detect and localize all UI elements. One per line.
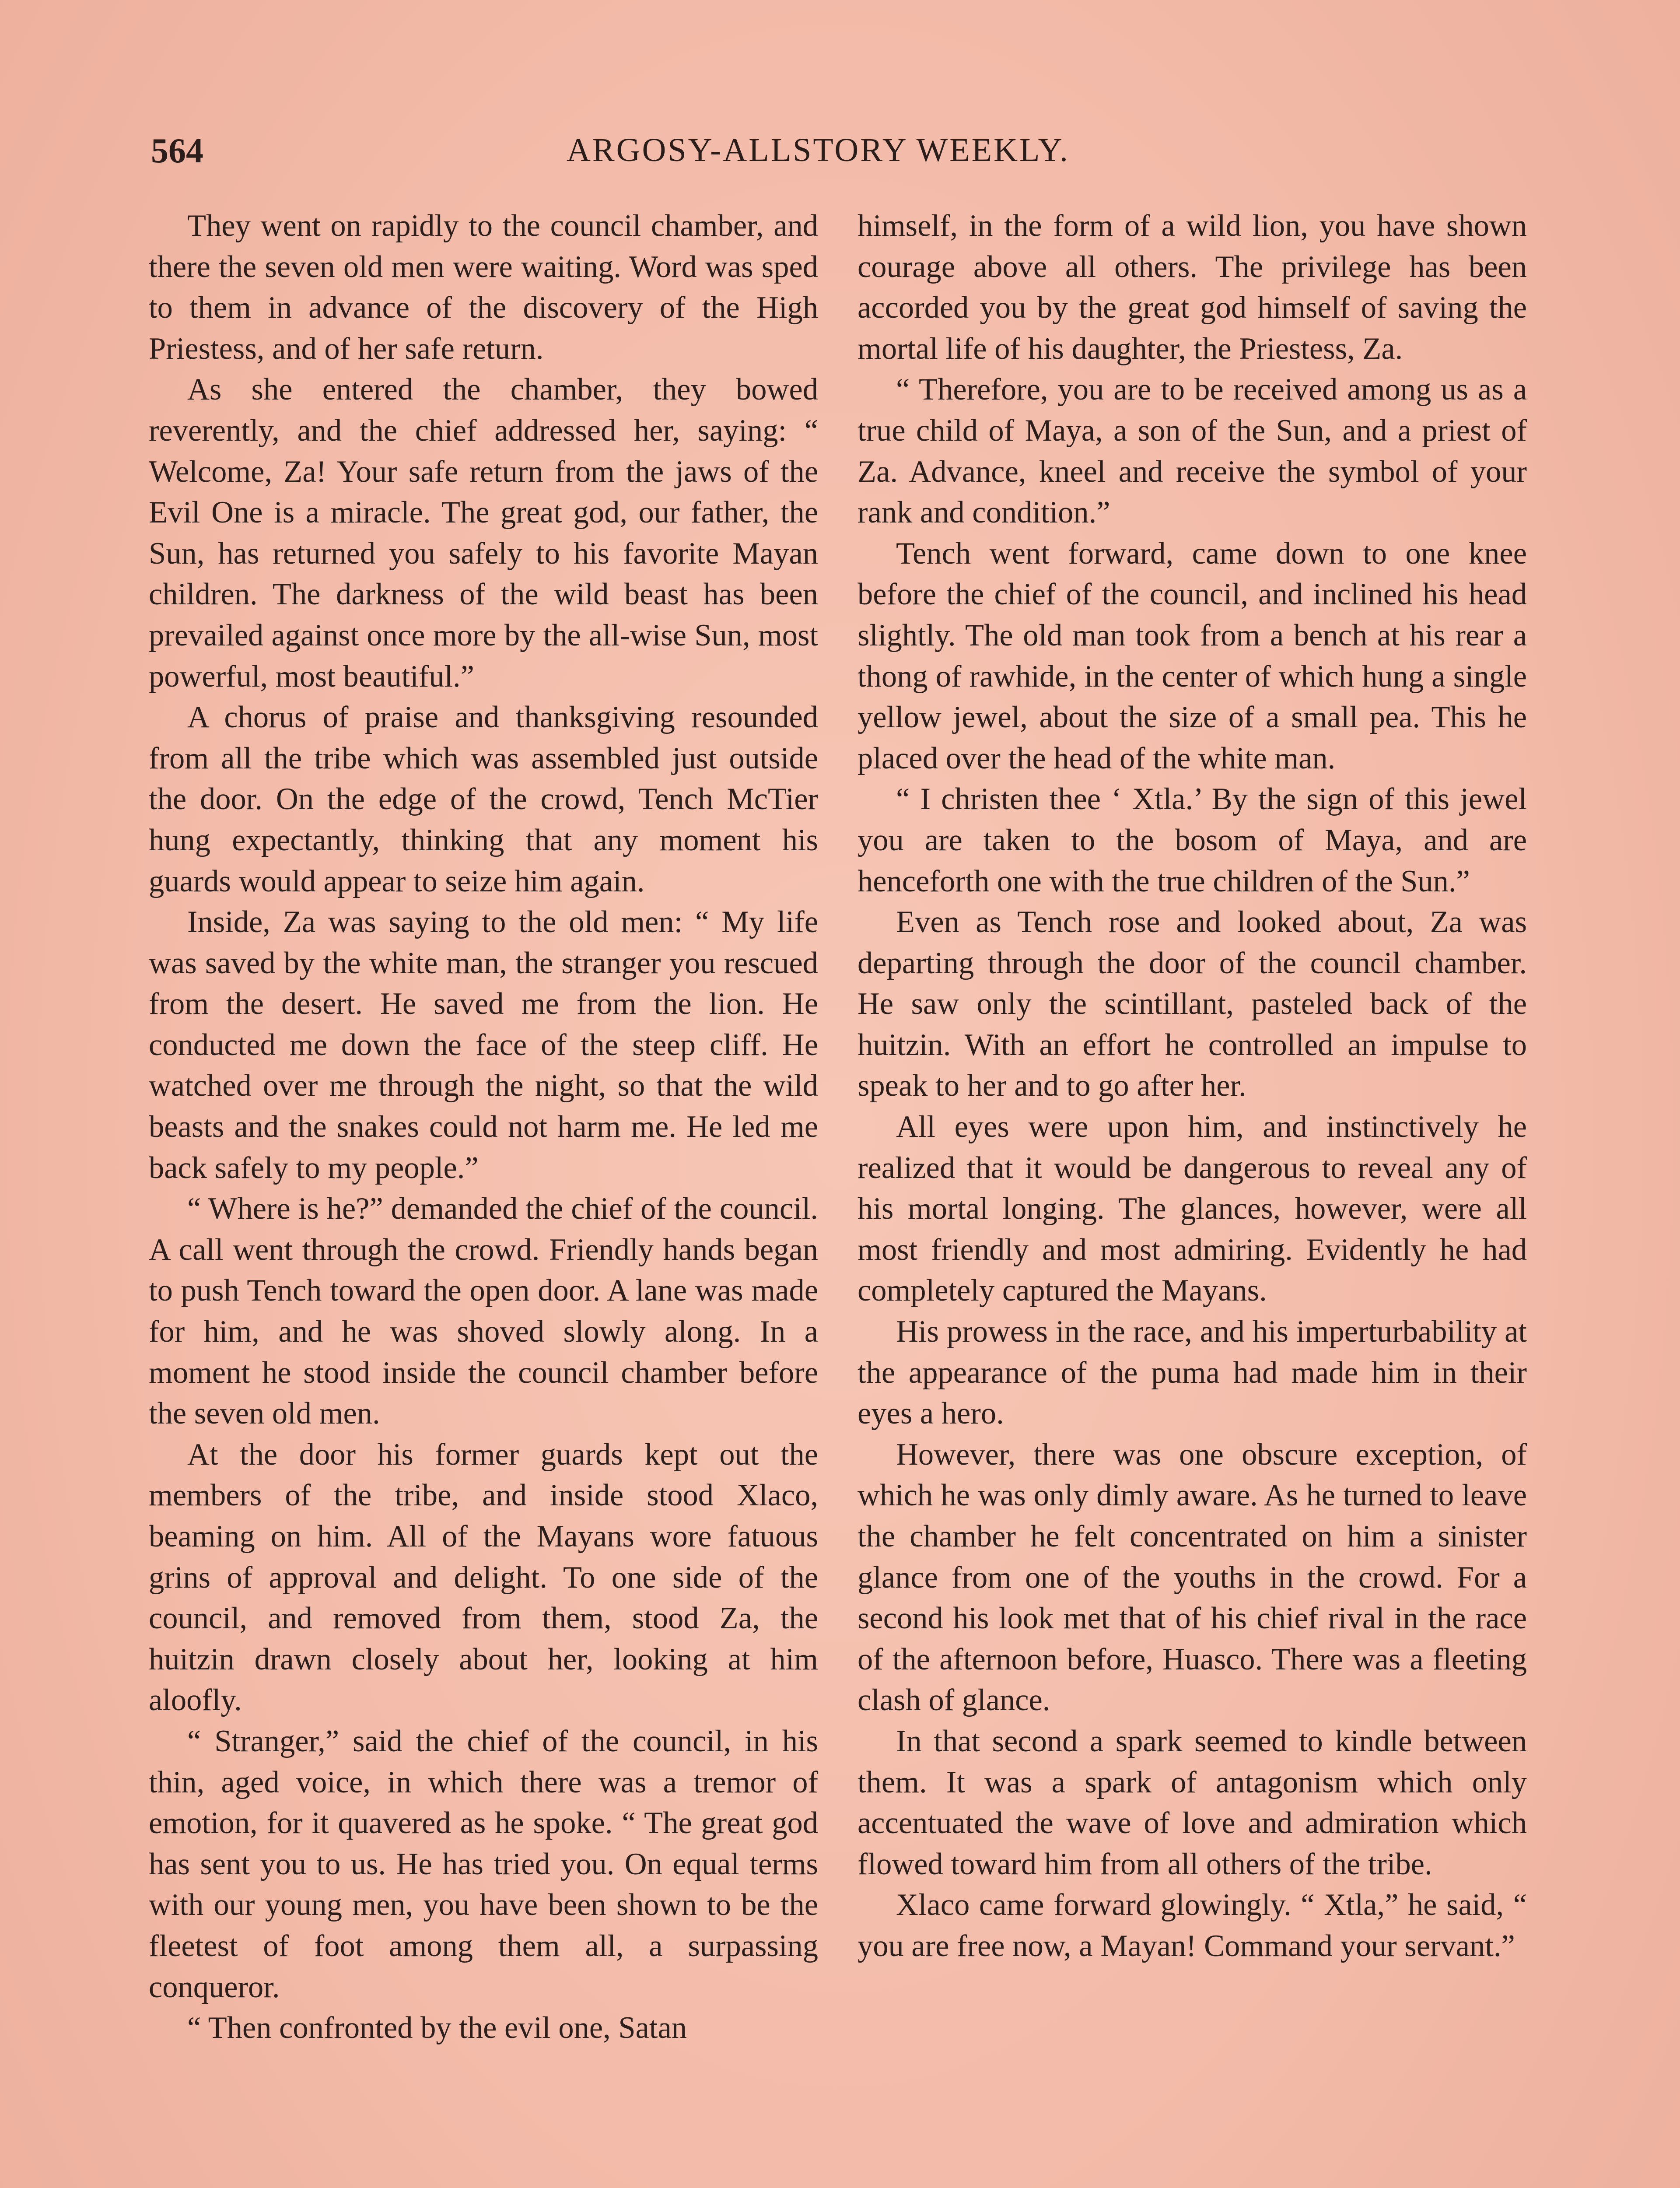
paragraph: However, there was one obscure exception, of which he was only dimly aware. As he turned to leave the chamber he felt concentrated on him a sinister glance from one of the youths in the crowd. For a second his look met that of his chief rival in the race of the afternoon before, Huasco. There was a fleeting clash of glance.: [858, 1437, 1527, 1718]
paragraph: “ Therefore, you are to be received among us as a true child of Maya, a son of the Sun, and a priest of Za. Advance, kneel and receive the symbol of your rank and condition.”: [858, 372, 1527, 530]
paragraph: “ I christen thee ‘ Xtla.’ By the sign of this jewel you are taken to the bosom of Maya, and are henceforth one with the true children of the Sun.”: [858, 782, 1527, 898]
paragraph: All eyes were upon him, and instinctively he realized that it would be dangerous to reveal any of his mortal longing. The glances, however, were all most friendly and most admiring. Evidently he had completely captured the Mayans.: [858, 1110, 1527, 1308]
paragraph: “ Then confronted by the evil one, Satan: [187, 2011, 687, 2045]
paragraph: A chorus of praise and thanksgiving resounded from all the tribe which was assembled just outside the door. On the edge of the crowd, Tench McTier hung expectantly, thinking that any moment his guards would appear to seize him again.: [149, 700, 818, 898]
paragraph: Tench went forward, came down to one knee before the chief of the council, and inclined his head slightly. The old man took from a bench at his rear a thong of rawhide, in the center of which hung a single yellow jewel, about the size of a small pea. This he placed over the head of the white man.: [858, 536, 1527, 775]
paragraph: Inside, Za was saying to the old men: “ My life was saved by the white man, the stranger you rescued from the desert. He saved me from the lion. He conducted me down the face of the steep cliff. He watched over me through the night, so that the wild beasts and the snakes could not harm me. He led me back safely to my people.”: [149, 905, 818, 1185]
paragraph-continuation: himself, in the form of a wild lion, you have shown courage above all others. The privilege has been accorded you by the great god himself of saving the mortal life of his daughter, the Priestess, Za.: [858, 209, 1527, 366]
paragraph: As she entered the chamber, they bowed reverently, and the chief addressed her, saying: “ Welcome, Za! Your safe return from the jaws of the Evil One is a miracle. The great god, our father, the Sun, has returned you safely to his favorite Mayan children. The darkness of the wild beast has been prevailed against once more by the all-wise Sun, most powerful, most beautiful.”: [149, 372, 818, 694]
paragraph: His prowess in the race, and his imperturbability at the appearance of the puma had made him in their eyes a hero.: [858, 1315, 1527, 1431]
page-number: 564: [151, 132, 203, 170]
paragraph: In that second a spark seemed to kindle between them. It was a spark of antagonism which only accentuated the wave of love and admiration which flowed toward him from all others of the tribe.: [858, 1724, 1527, 1881]
paragraph: Xlaco came forward glowingly. “ Xtla,” he said, “ you are free now, a Mayan! Command your servant.”: [858, 1888, 1527, 1963]
journal-title: ARGOSY-ALLSTORY WEEKLY.: [567, 132, 1070, 168]
paragraph: They went on rapidly to the council chamber, and there the seven old men were waiting. Word was sped to them in advance of the discovery of the High Priestess, and of her safe return.: [149, 209, 818, 366]
paragraph: “ Where is he?” demanded the chief of the council. A call went through the crowd. Friendly hands began to push Tench toward the open door. A lane was made for him, and he was shoved slowly along. In a moment he stood inside the council chamber before the seven old men.: [149, 1192, 818, 1431]
paragraph: At the door his former guards kept out the members of the tribe, and inside stood Xlaco, beaming on him. All of the Mayans wore fatuous grins of approval and delight. To one side of the council, and removed from them, stood Za, the huitzin drawn closely about her, looking at him aloofly.: [149, 1437, 818, 1718]
paragraph: Even as Tench rose and looked about, Za was departing through the door of the council chamber. He saw only the scintillant, pasteled back of the huitzin. With an effort he controlled an impulse to speak to her and to go after her.: [858, 905, 1527, 1103]
left-column: [149, 206, 818, 2049]
running-head: [151, 131, 1551, 184]
paragraph: “ Stranger,” said the chief of the council, in his thin, aged voice, in which there was a tremor of emotion, for it quavered as he spoke. “ The great god has sent you to us. He has tried you. On equal terms with our young men, you have been shown to be the fleetest of foot among them all, a surpassing conqueror.: [149, 1724, 818, 2004]
right-column: [858, 206, 1527, 1967]
